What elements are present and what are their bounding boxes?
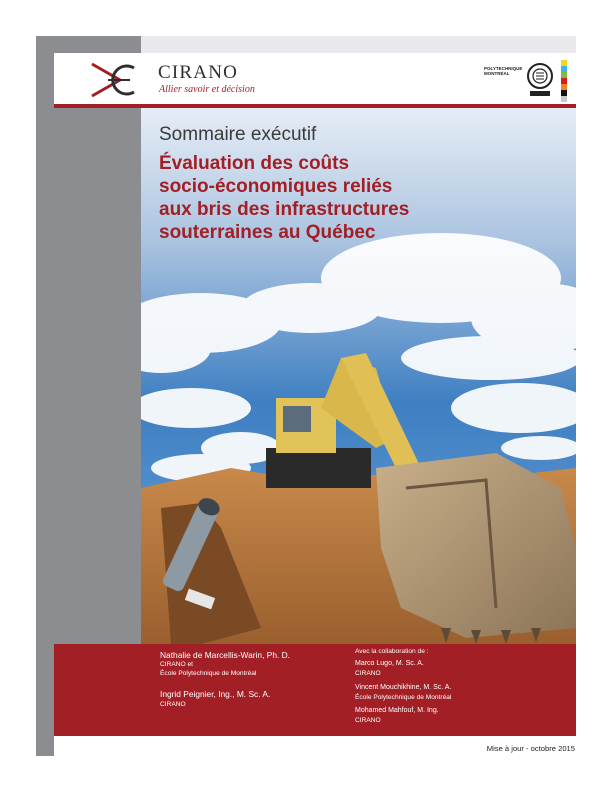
title-line: Évaluation des coûts [159, 153, 350, 174]
collaborator-name: Mohamed Mahfouf, M. Ing. [355, 707, 439, 714]
document-title [159, 152, 559, 244]
collaborator-name: Vincent Mouchikhine, M. Sc. A. [355, 684, 452, 691]
author-affiliation: École Polytechnique de Montréal [160, 670, 257, 677]
collaborator-affiliation: CIRANO [355, 670, 381, 677]
collaborator-name: Marco Lugo, M. Sc. A. [355, 660, 424, 667]
partner-color-swatch [561, 96, 567, 102]
org-name: CIRANO [158, 62, 239, 83]
update-note: Mise à jour - octobre 2015 [486, 744, 575, 753]
header-band [141, 36, 576, 53]
document-subtitle: Sommaire exécutif [159, 124, 317, 145]
title-line: socio-économiques reliés [159, 176, 393, 197]
collaborator-affiliation: École Polytechnique de Montréal [355, 694, 452, 701]
polytechnique-seal-icon [525, 61, 555, 99]
org-tagline: Allier savoir et décision [159, 84, 255, 95]
title-line: souterraines au Québec [159, 222, 376, 243]
title-line: aux bris des infrastructures [159, 199, 410, 220]
authors-band [54, 644, 576, 736]
title-block [159, 124, 559, 244]
partner-name: POLYTECHNIQUE MONTRÉAL [484, 66, 523, 76]
cirano-logo-icon [90, 60, 144, 100]
author-affiliation: CIRANO et [160, 661, 193, 668]
author-affiliation: CIRANO [160, 701, 186, 708]
collaborator-affiliation: CIRANO [355, 717, 381, 724]
author-name: Ingrid Peignier, Ing., M. Sc. A. [160, 689, 271, 699]
partner-color-strip [561, 60, 567, 102]
author-name: Nathalie de Marcellis-Warin, Ph. D. [160, 650, 291, 660]
collaboration-heading: Avec la collaboration de : [355, 648, 429, 655]
